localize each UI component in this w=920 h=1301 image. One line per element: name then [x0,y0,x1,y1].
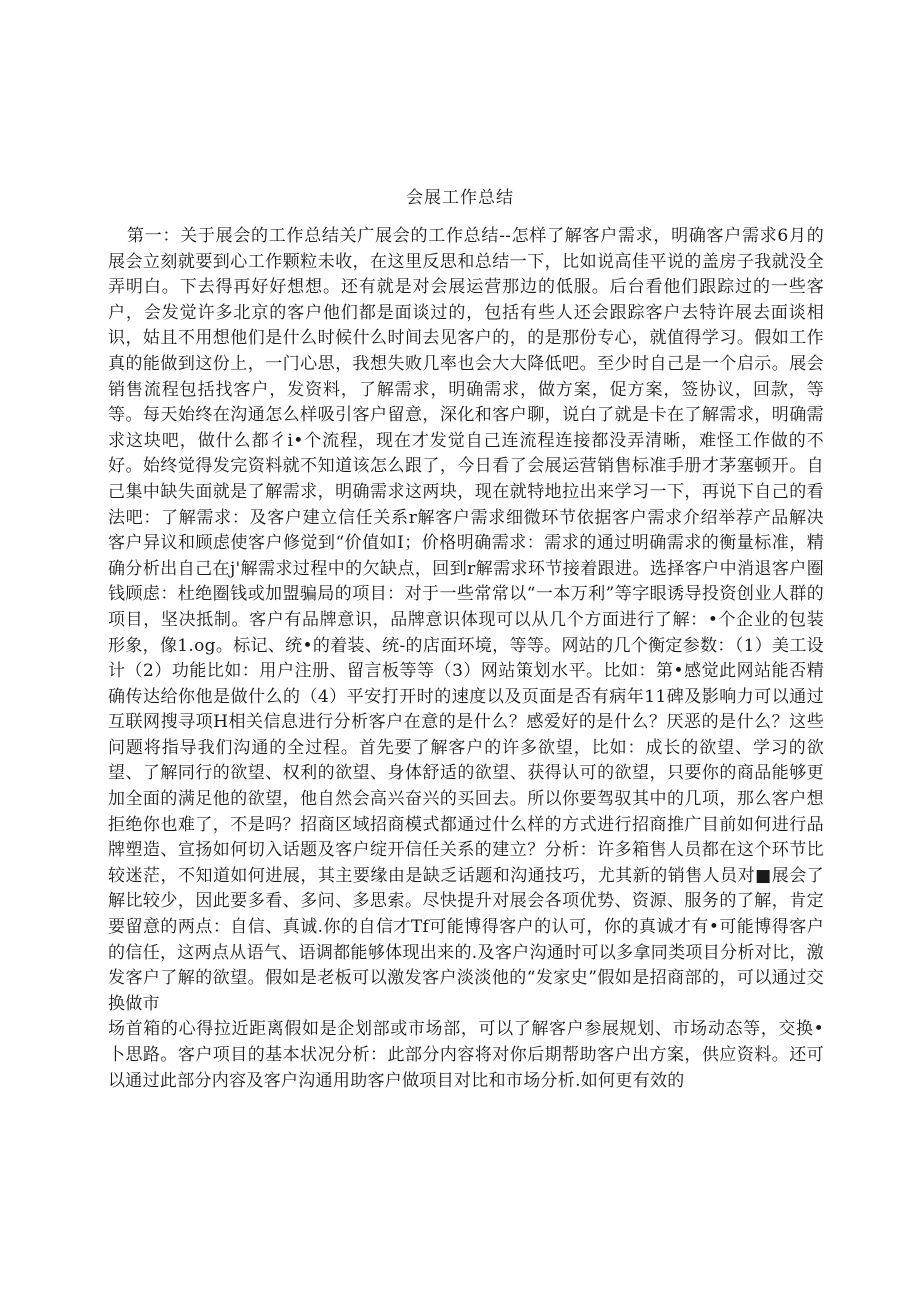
document-body [108,224,824,1094]
body-paragraph-1: 第一：关于展会的工作总结关广展会的工作总结--怎样了解客户需求，明确客户需求6月的展会立刻就要到心工作颗粒未收，在这里反思和总结一下，比如说高佳平说的盖房子我就没全弄明白。下去得再好好想想。还有就是对会展运营那边的低服。后台看他们跟踪过的一些客户，会发觉许多北京的客户他们都是面谈过的，包括有些人还会跟踪客户去特许展去面谈相识，姑且不用想他们是什么时候什么时间去见客户的，的是那份专心，就值得学习。假如工作真的能做到这份上，一门心思，我想失败几率也会大大降低吧。至少时自己是一个启示。展会销售流程包括找客户，发资料，了解需求，明确需求，做方案，促方案，签协议，回款，等等。每天始终在沟通怎么样吸引客户留意，深化和客户聊，说白了就是卡在了解需求，明确需求这块吧，做什么都彳i•个流程，现在才发觉自己连流程连接都没弄清晰，难怪工作做的不好。始终觉得发完资料就不知道该怎么跟了，今日看了会展运营销售标准手册才茅塞顿开。自己集中缺失面就是了解需求，明确需求这两块，现在就特地拉出来学习一下，再说下自己的看法吧：了解需求：及客户建立信任关系r解客户需求细微环节依据客户需求介绍举荐产品解决客户异议和顾虑使客户修觉到“价值如I；价格明确需求：需求的通过明确需求的衡量标准，精确分析出自己在j'解需求过程中的欠缺点，回到r解需求环节接着跟进。选择客户中消退客户圈钱顾虑：杜绝圈钱或加盟骗局的项目：对于一些常常以“一本万利”等字眼诱导投资创业人群的项目，坚决抵制。客户有品牌意识，品牌意识体现可以从几个方面进行了解：•个企业的包装形象，像1.og。标记、统•的着装、统-的店面环境，等等。网站的几个衡定参数：（1）美工设计（2）功能比如：用户注册、留言板等等（3）网站策划水平。比如：第•感觉此网站能否精确传达给你他是做什么的（4）平安打开时的速度以及页面是否有病年11碑及影响力可以通过互联网搜寻项H相关信息进行分析客户在意的是什么？感爱好的是什么？厌恶的是什么？这些问题将指导我们沟通的全过程。首先要了解客户的许多欲望，比如：成长的欲望、学习的欲望、了解同行的欲望、权利的欲望、身体舒适的欲望、获得认可的欲望，只要你的商品能够更加全面的满足他的欲望，他自然会高兴奋兴的买回去。所以你要驾驭其中的几项，那么客户想拒绝你也难了，不是吗？招商区域招商模式都通过什么样的方式进行招商推广目前如何进行品牌塑造、宣扬如何切入话题及客户绽开信任关系的建立？分析：许多箱售人员都在这个环节比较迷茫，不知道如何进展，其主要缘由是缺乏话题和沟通技巧，尤其新的销售人员对■展会了解比较少，因此要多看、多问、多思索。尽快提升对展会各项优势、资源、服务的了解，肯定要留意的两点：自信、真诚.你的自信才Tf可能博得客户的认可，你的真诚才有•可能博得客户的信任，这两点从语气、语调都能够体现出来的.及客户沟通时可以多拿同类项目分析对比，激发客户了解的欲望。假如是老板可以激发客户淡淡他的“发家史”假如是招商部的，可以通过交换做市 [108,226,824,1014]
document-title: 会展工作总结 [406,188,514,208]
body-paragraph-2: 场首箱的心得拉近距离假如是企划部或市场部，可以了解客户参展规划、市场动态等，交换•卜思路。客户项目的基本状况分析：此部分内容将对你后期帮助客户出方案，供应资料。还可以通过此部分内容及客户沟通用助客户做项目对比和市场分析.如何更有效的 [108,1019,824,1091]
